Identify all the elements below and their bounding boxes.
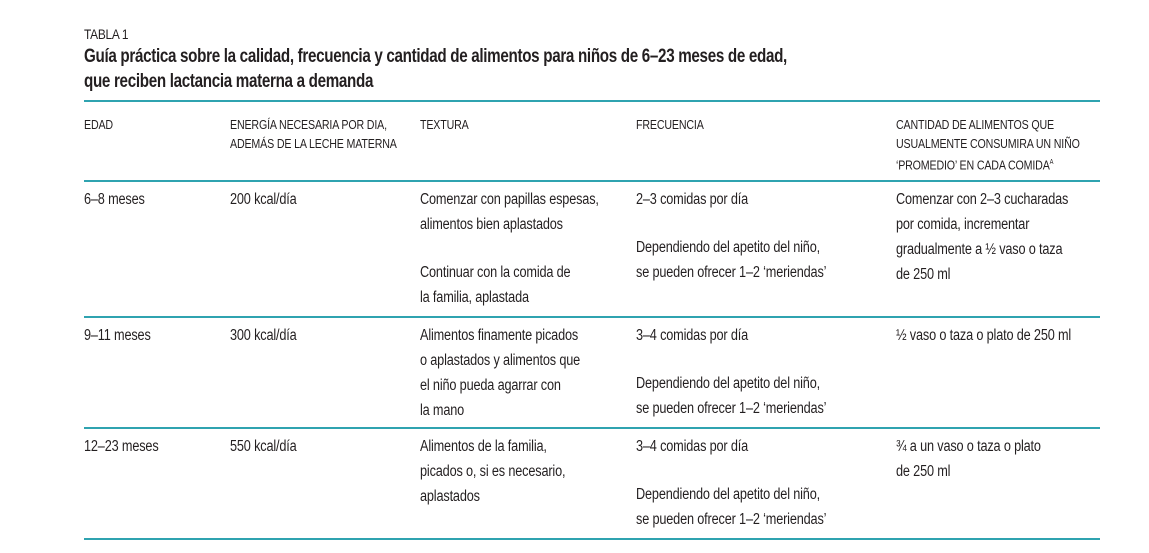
table-title-line-2: que reciben lactancia materna a demanda: [84, 71, 374, 92]
paragraph-gap: [420, 237, 599, 260]
header-cantidad-line-1: CANTIDAD DE ALIMENTOS QUE: [896, 117, 1055, 132]
text-line: 3–4 comidas por día: [636, 438, 749, 455]
cell-energia: 550 kcal/día: [230, 438, 297, 455]
text-line: Comenzar con papillas espesas,: [420, 191, 599, 208]
text-line: Dependiendo del apetito del niño,: [636, 486, 820, 503]
text-line: aplastados: [420, 488, 480, 505]
cell-energia: 300 kcal/día: [230, 327, 297, 344]
text-line: picados o, si es necesario,: [420, 463, 566, 480]
cell-edad: 12–23 meses: [84, 438, 159, 455]
cell-energia: 200 kcal/día: [230, 191, 297, 208]
cell-cantidad: [896, 323, 1071, 348]
text-line: Continuar con la comida de: [420, 264, 571, 281]
text-line: la familia, aplastada: [420, 289, 529, 306]
paragraph-gap: [636, 459, 826, 482]
paragraph-gap: [636, 212, 826, 235]
cell-edad: 9–11 meses: [84, 327, 151, 344]
text-line: ¾ a un vaso o taza o plato: [896, 438, 1041, 455]
text-line: 2–3 comidas por día: [636, 191, 749, 208]
table-title-line-1: Guía práctica sobre la calidad, frecuencia y cantidad de alimentos para niños de 6–23 meses de edad,: [84, 46, 787, 67]
text-line: se pueden ofrecer 1–2 ‘meriendas’: [636, 511, 827, 528]
text-line: 3–4 comidas por día: [636, 327, 749, 344]
text-line: gradualmente a ½ vaso o taza: [896, 241, 1063, 258]
text-line: Dependiendo del apetito del niño,: [636, 239, 820, 256]
header-bottom-rule: [84, 180, 1100, 182]
header-cantidad-line-3-text: ‘PROMEDIO’ EN CADA COMIDA: [896, 157, 1050, 173]
text-line: la mano: [420, 402, 465, 419]
text-line: de 250 ml: [896, 266, 951, 283]
paragraph-gap: [636, 348, 826, 371]
cell-cantidad: [896, 434, 1041, 484]
header-energia: [230, 115, 397, 153]
cell-frecuencia: [636, 434, 826, 532]
cell-textura: [420, 434, 565, 509]
table-label: TABLA 1: [84, 26, 129, 42]
header-energia-line-1: ENERGÍA NECESARIA POR DIA,: [230, 117, 387, 132]
header-energia-line-2: ADEMÁS DE LA LECHE MATERNA: [230, 136, 397, 151]
cell-frecuencia: [636, 323, 826, 421]
text-line: Alimentos de la familia,: [420, 438, 547, 455]
cell-edad: 6–8 meses: [84, 191, 145, 208]
header-cantidad: [896, 115, 1080, 174]
row-divider: [84, 427, 1100, 429]
text-line: o aplastados y alimentos que: [420, 352, 581, 369]
text-line: Alimentos finamente picados: [420, 327, 579, 344]
header-cantidad-line-3: [896, 153, 1080, 174]
row-divider: [84, 316, 1100, 318]
text-line: alimentos bien aplastados: [420, 216, 563, 233]
text-line: Comenzar con 2–3 cucharadas: [896, 191, 1069, 208]
table-top-rule: [84, 100, 1100, 102]
header-frecuencia: FRECUENCIA: [636, 117, 704, 132]
table-bottom-rule: [84, 538, 1100, 540]
footnote-marker: A: [1049, 159, 1054, 166]
text-line: el niño pueda agarrar con: [420, 377, 561, 394]
cell-textura: [420, 323, 580, 423]
cell-cantidad: [896, 187, 1068, 287]
text-line: por comida, incrementar: [896, 216, 1030, 233]
cell-frecuencia: [636, 187, 826, 285]
header-edad: EDAD: [84, 117, 113, 132]
text-line: ½ vaso o taza o plato de 250 ml: [896, 327, 1072, 344]
text-line: se pueden ofrecer 1–2 ‘meriendas’: [636, 400, 827, 417]
header-textura: TEXTURA: [420, 117, 469, 132]
text-line: de 250 ml: [896, 463, 951, 480]
header-cantidad-line-2: USUALMENTE CONSUMIRA UN NIÑO: [896, 136, 1080, 151]
cell-textura: [420, 187, 599, 310]
text-line: se pueden ofrecer 1–2 ‘meriendas’: [636, 264, 827, 281]
text-line: Dependiendo del apetito del niño,: [636, 375, 820, 392]
